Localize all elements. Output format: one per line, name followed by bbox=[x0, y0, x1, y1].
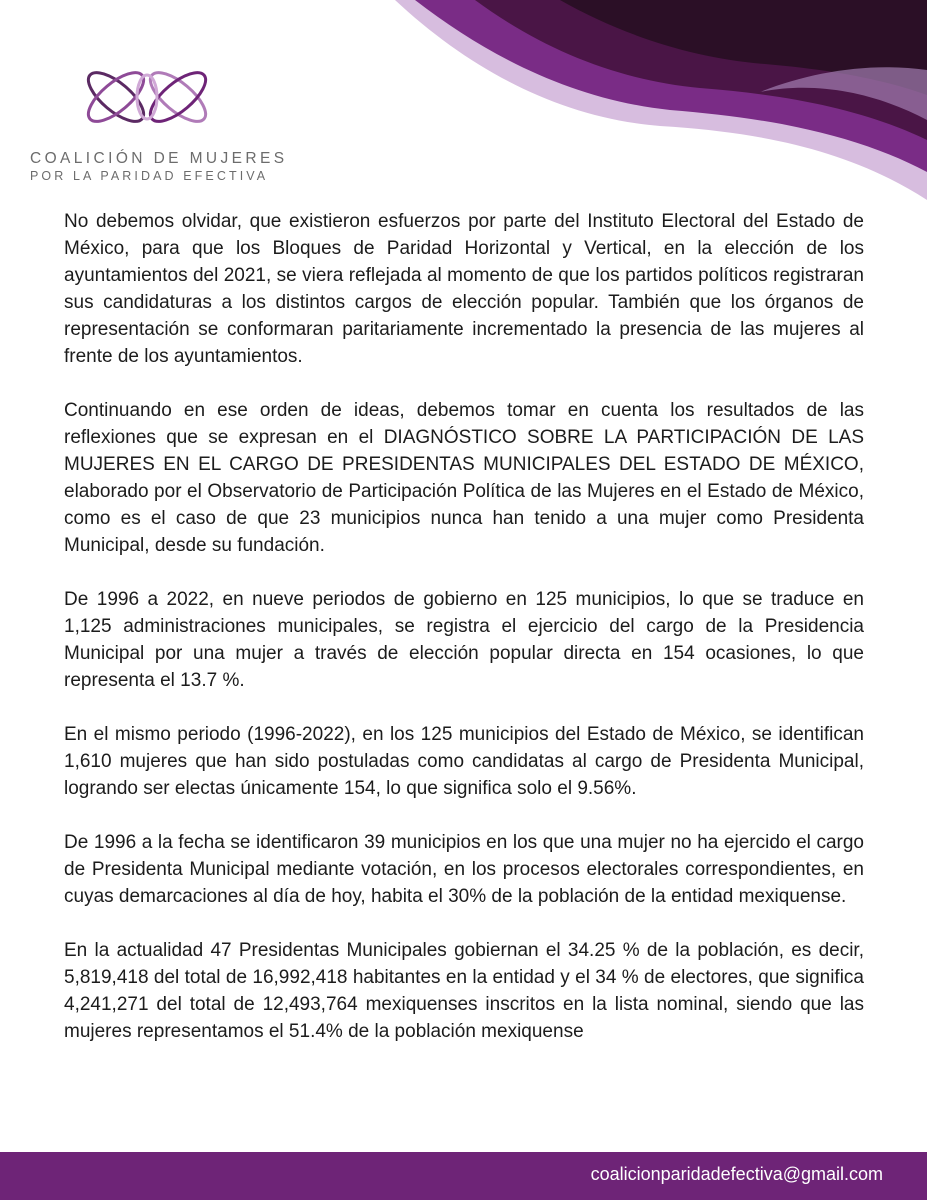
contact-email: coalicionparidadefectiva@gmail.com bbox=[590, 1164, 883, 1184]
intertwined-ellipses-logo-icon bbox=[78, 55, 218, 140]
paragraph-5: De 1996 a la fecha se identificaron 39 municipios en los que una mujer no ha ejercido el cargo de Presidenta Municipal mediante votación, en los procesos electorales correspondientes, en cuyas demarcaciones al día de hoy, habita el 30% de la población de la entidad mexiquense. bbox=[64, 832, 864, 907]
paragraph-6: En la actualidad 47 Presidentas Municipales gobiernan el 34.25 % de la población, es decir, 5,819,418 del total de 16,992,418 habitantes en la entidad y el 34 % de electores, que significa 4,241,271 del total de 12,493,764 mexiquenses inscritos en la lista nominal, siendo que las mujeres representamos el 51.4% de la población mexiquense bbox=[64, 940, 864, 1042]
paragraph-2: Continuando en ese orden de ideas, debemos tomar en cuenta los resultados de las reflexiones que se expresan en el DIAGNÓSTICO SOBRE LA PARTICIPACIÓN DE LAS MUJERES EN EL CARGO DE PRESIDENTAS MUNICIPALES DEL ESTADO DE MÉXICO, elaborado por el Observatorio de Participación Política de las Mujeres en el Estado de México, como es el caso de que 23 municipios nunca han tenido a una mujer como Presidenta Municipal, desde su fundación. bbox=[64, 400, 864, 556]
paragraph-1: No debemos olvidar, que existieron esfuerzos por parte del Instituto Electoral del Estado de México, para que los Bloques de Paridad Horizontal y Vertical, en la elección de los ayuntamientos del 2021, se viera reflejada al momento de que los partidos políticos registraran sus candidaturas a los distintos cargos de elección popular. También que los órganos de representación se conformaran paritariamente incrementado la presencia de las mujeres al frente de los ayuntamientos. bbox=[64, 211, 864, 367]
footer-bar bbox=[0, 1152, 927, 1200]
document-body bbox=[64, 208, 864, 1072]
organization-name: COALICIÓN DE MUJERES bbox=[30, 150, 288, 167]
organization-subtitle: POR LA PARIDAD EFECTIVA bbox=[30, 169, 269, 183]
organization-logo bbox=[30, 55, 288, 183]
paragraph-4: En el mismo periodo (1996-2022), en los 125 municipios del Estado de México, se identifican 1,610 mujeres que han sido postuladas como candidatas al cargo de Presidenta Municipal, logrando ser electas únicamente 154, lo que significa solo el 9.56%. bbox=[64, 724, 864, 799]
paragraph-3: De 1996 a 2022, en nueve periodos de gobierno en 125 municipios, lo que se traduce en 1,125 administraciones municipales, se registra el ejercicio del cargo de la Presidencia Municipal por una mujer a través de elección popular directa en 154 ocasiones, lo que representa el 13.7 %. bbox=[64, 589, 864, 691]
